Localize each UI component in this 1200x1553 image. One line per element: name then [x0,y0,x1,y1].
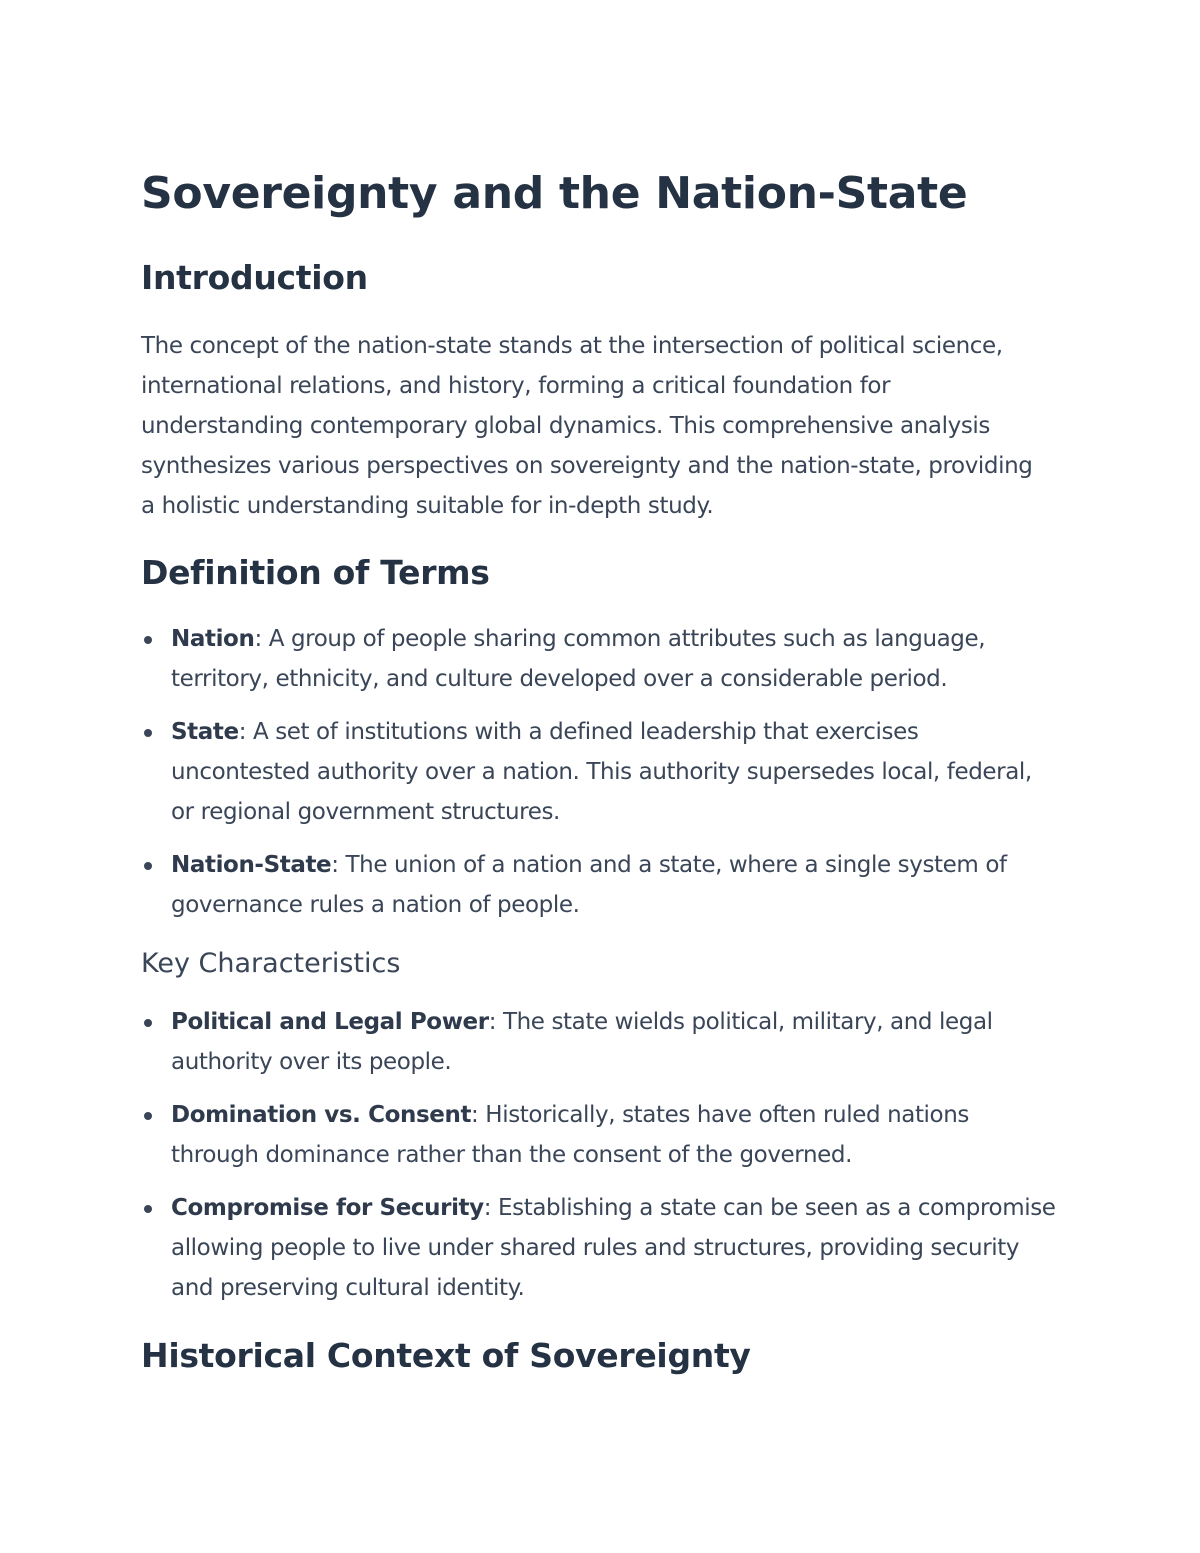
page-title: Sovereignty and the Nation-State [141,168,968,219]
section-heading-historical-context: Historical Context of Sovereignty [141,1336,751,1375]
list-item [141,845,1056,925]
bullet-icon [144,636,152,644]
term-definition: : The union of a nation and a state, where a single system of governance rules a nation of people. [171,852,1007,918]
subheading-key-characteristics: Key Characteristics [141,948,401,979]
list-item [141,1002,1056,1082]
definitions-list [141,619,1056,925]
bullet-icon [144,862,152,870]
term-label: Compromise for Security [171,1195,484,1221]
term-label: Political and Legal Power [171,1009,489,1035]
list-item [141,1095,1056,1175]
list-item [141,619,1056,699]
term-definition: : A set of institutions with a defined leadership that exercises uncontested authority over a nation. This authority supersedes local, federal, or regional government structures. [171,719,1032,825]
term-definition: : The state wields political, military, and legal authority over its people. [171,1009,993,1075]
term-label: State [171,719,239,745]
term-definition: : Historically, states have often ruled nations through dominance rather than the consent of the governed. [171,1102,969,1168]
term-label: Nation-State [171,852,332,878]
bullet-icon [144,1112,152,1120]
intro-paragraph: The concept of the nation-state stands at the intersection of political science, international relations, and history, forming a critical foundation for understanding contemporary global dynamics. This comprehensive analysis synthesizes various perspectives on sovereignty and the nation-state, providing a holistic understanding suitable for in-depth study. [141,333,1033,519]
list-item [141,712,1056,832]
term-definition: : Establishing a state can be seen as a compromise allowing people to live under shared rules and structures, providing security and preserving cultural identity. [171,1195,1056,1301]
section-heading-definitions: Definition of Terms [141,553,490,592]
section-heading-introduction: Introduction [141,258,368,297]
term-label: Domination vs. Consent [171,1102,472,1128]
bullet-icon [144,1019,152,1027]
characteristics-list [141,1002,1056,1308]
list-item [141,1188,1056,1308]
term-definition: : A group of people sharing common attributes such as language, territory, ethnicity, and culture developed over a considerable period. [171,626,986,692]
term-label: Nation [171,626,255,652]
bullet-icon [144,729,152,737]
bullet-icon [144,1205,152,1213]
